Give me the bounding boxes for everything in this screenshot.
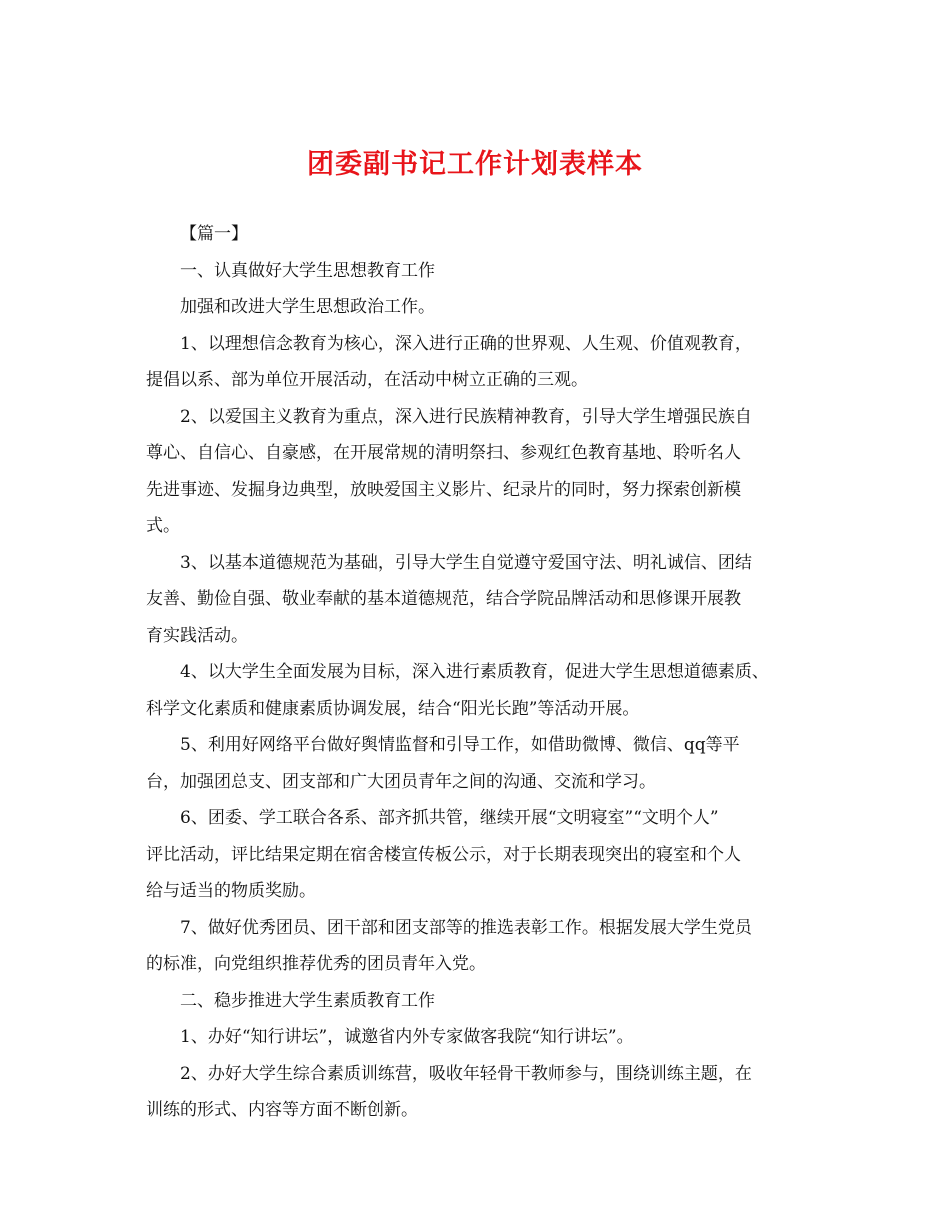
- body-line: 3、以基本道德规范为基础，引导大学生自觉遵守爱国守法、明礼诚信、团结: [180, 552, 752, 573]
- body-line: 育实践活动。: [146, 625, 248, 646]
- body-line: 2、办好大学生综合素质训练营，吸收年轻骨干教师参与，围绕训练主题，在: [180, 1063, 752, 1084]
- body-line: 2、以爱国主义教育为重点，深入进行民族精神教育，引导大学生增强民族自: [180, 406, 752, 427]
- body-line: 6、团委、学工联合各系、部齐抓共管，继续开展“文明寝室”“文明个人”: [180, 808, 719, 828]
- body-line: 【篇一】: [180, 224, 248, 244]
- body-line: 1、以理想信念教育为核心，深入进行正确的世界观、人生观、价值观教育，: [180, 333, 752, 354]
- body-line: 的标准，向党组织推荐优秀的团员青年入党。: [146, 954, 486, 974]
- body-line: 1、办好“知行讲坛”，诚邀省内外专家做客我院“知行讲坛”。: [180, 1027, 634, 1047]
- body-line: 科学文化素质和健康素质协调发展，结合“阳光长跑”等活动开展。: [146, 698, 640, 719]
- body-line: 一、认真做好大学生思想教育工作: [180, 260, 435, 281]
- body-line: 提倡以系、部为单位开展活动，在活动中树立正确的三观。: [146, 370, 588, 390]
- body-line: 二、稳步推进大学生素质教育工作: [180, 990, 435, 1011]
- body-line: 5、利用好网络平台做好舆情监督和引导工作，如借助微博、微信、qq等平: [180, 735, 740, 755]
- body-line: 友善、勤俭自强、敬业奉献的基本道德规范，结合学院品牌活动和思修课开展教: [146, 589, 741, 609]
- body-line: 7、做好优秀团员、团干部和团支部等的推选表彰工作。根据发展大学生党员: [180, 917, 752, 938]
- body-line: 加强和改进大学生思想政治工作。: [180, 297, 435, 317]
- body-line: 尊心、自信心、自豪感，在开展常规的清明祭扫、参观红色教育基地、聆听名人: [146, 443, 741, 463]
- body-line: 式。: [146, 516, 180, 536]
- body-line: 先进事迹、发掘身边典型，放映爱国主义影片、纪录片的同时，努力探索创新模: [146, 479, 741, 500]
- body-line: 台，加强团总支、团支部和广大团员青年之间的沟通、交流和学习。: [146, 771, 656, 792]
- body-line: 4、以大学生全面发展为目标，深入进行素质教育，促进大学生思想道德素质、: [180, 662, 769, 682]
- body-line: 评比活动，评比结果定期在宿舍楼宣传板公示，对于长期表现突出的寝室和个人: [146, 844, 741, 865]
- document-title: 团委副书记工作计划表样本: [307, 149, 643, 180]
- document-body: [146, 222, 826, 1135]
- body-line: 训练的形式、内容等方面不断创新。: [146, 1100, 418, 1120]
- body-line: 给与适当的物质奖励。: [146, 881, 316, 901]
